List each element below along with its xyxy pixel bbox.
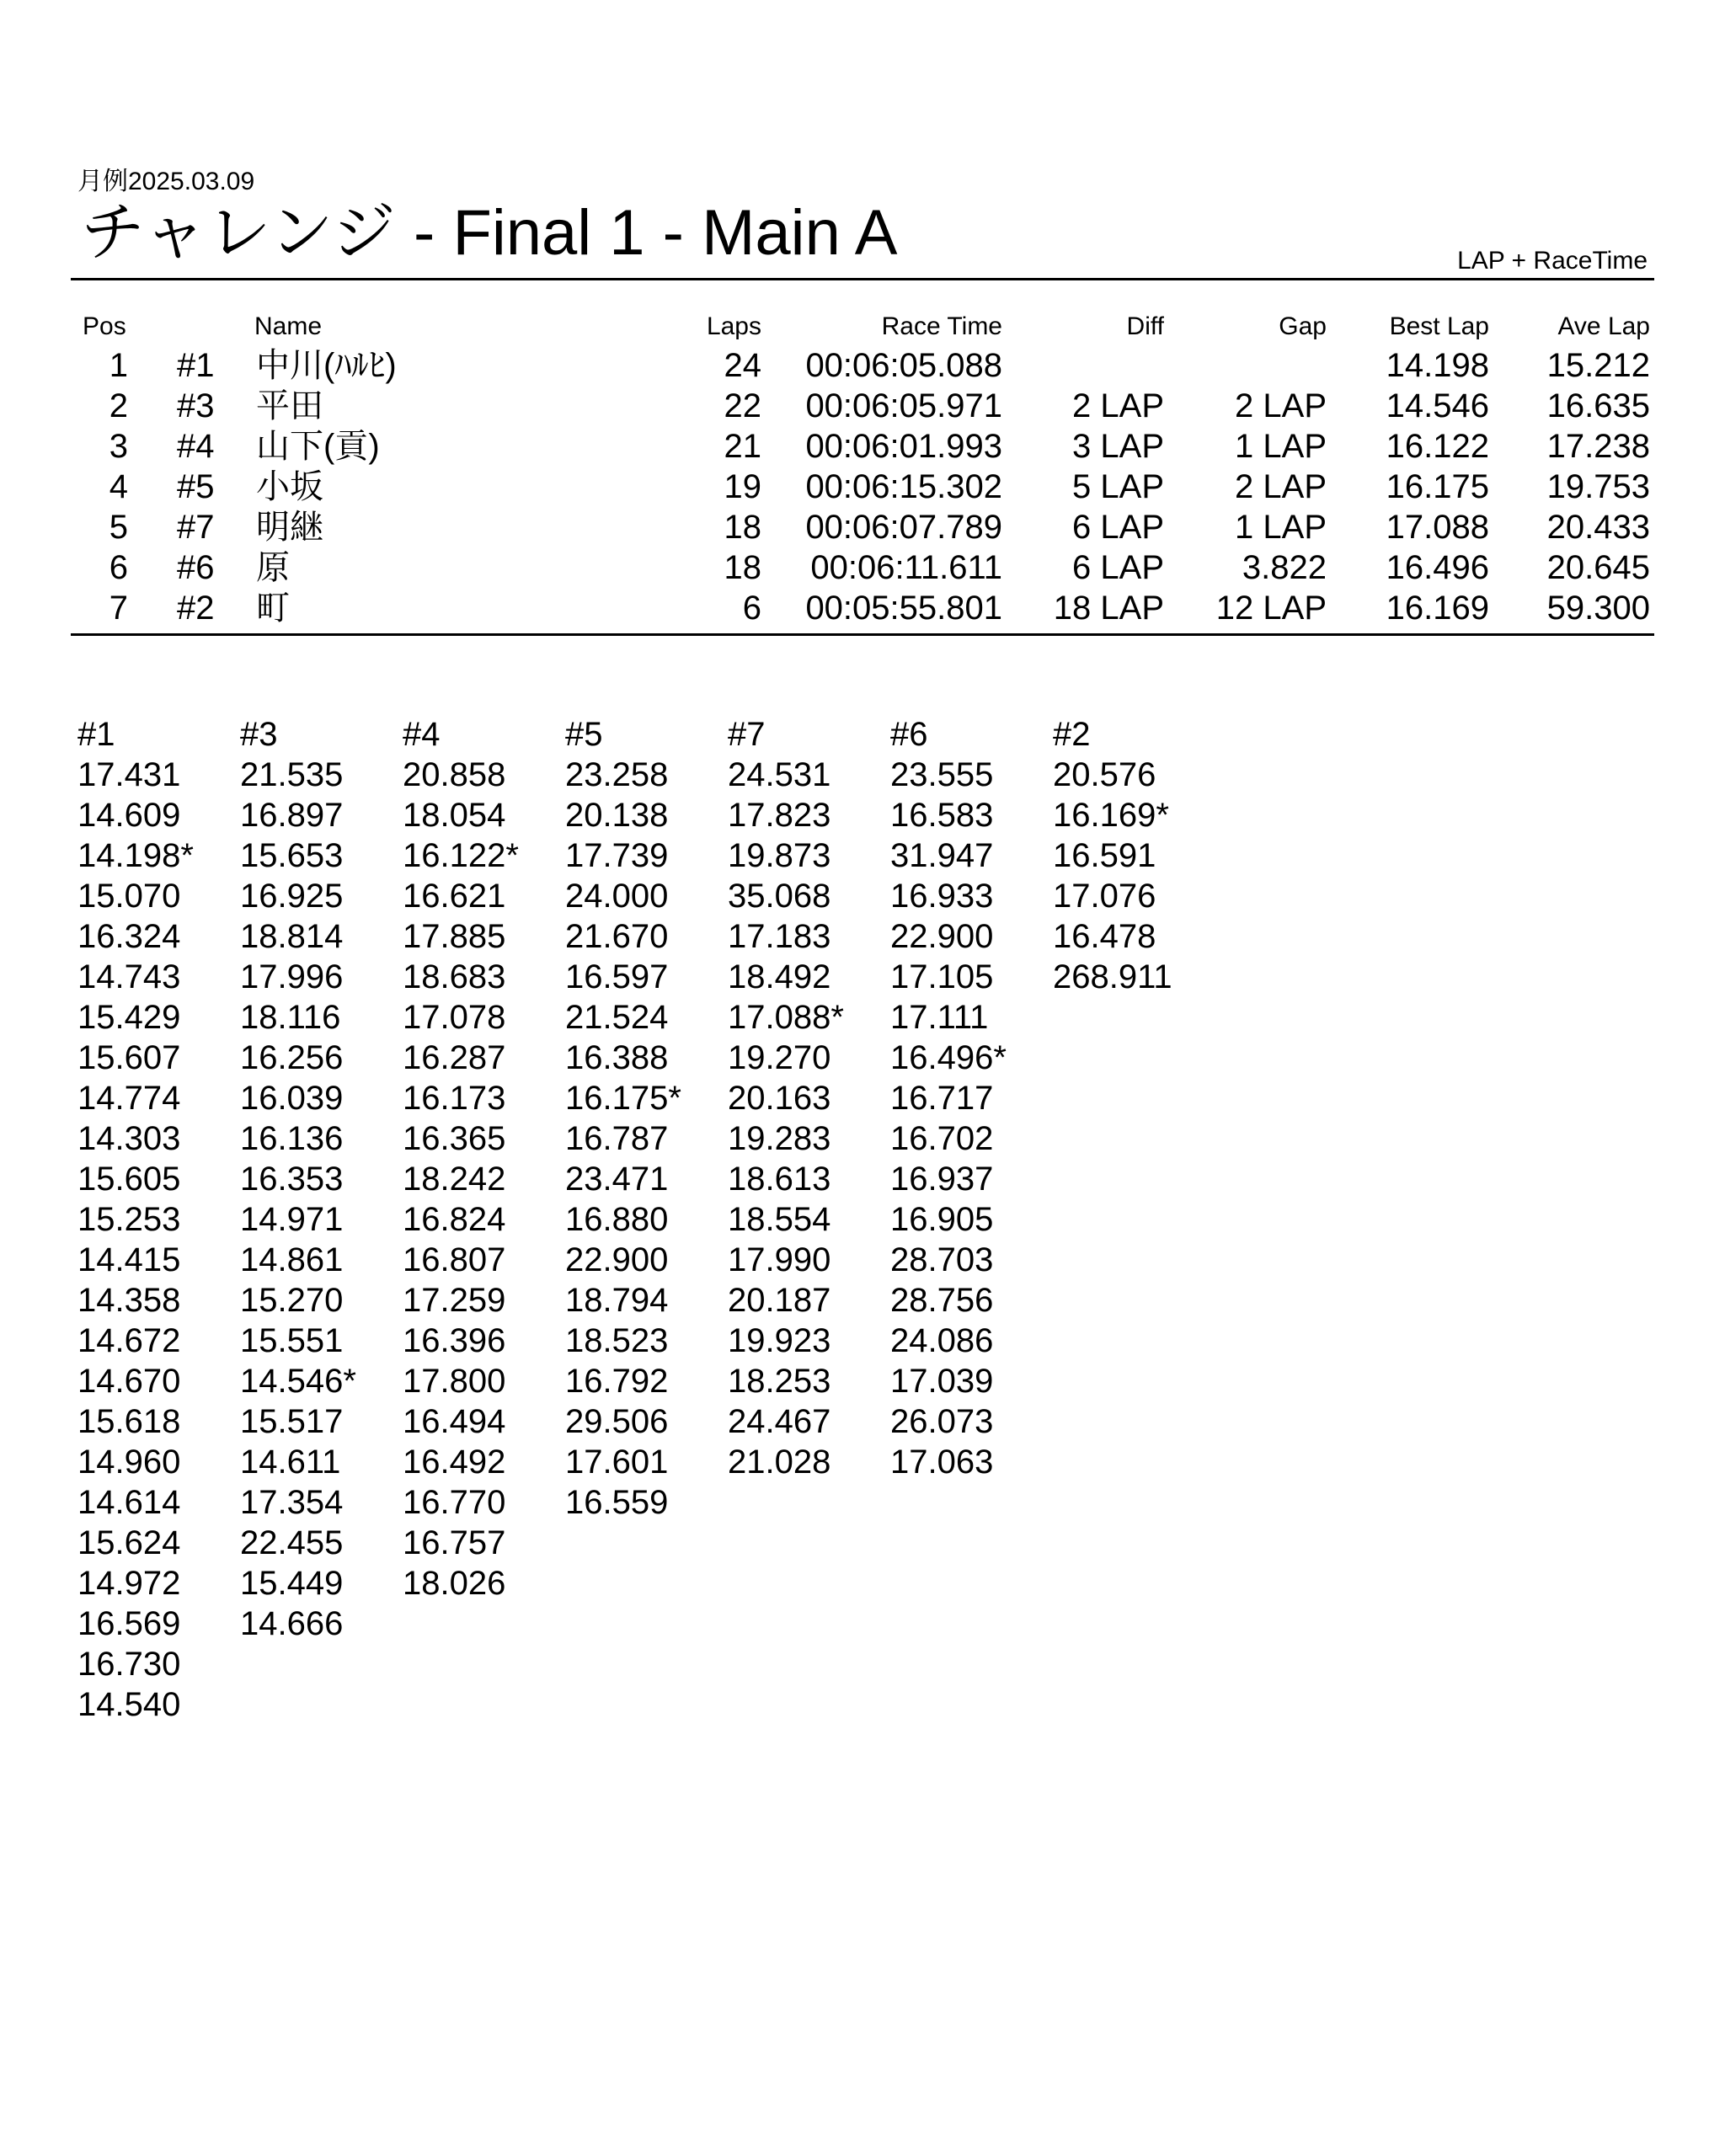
lap-time: 21.535 (240, 756, 344, 793)
result-driver-name: 町 (256, 590, 290, 627)
lap-time: 16.933 (890, 878, 994, 915)
result-car-number: #2 (177, 590, 215, 627)
lap-time: 14.972 (77, 1565, 181, 1602)
results-divider (71, 633, 1654, 636)
result-driver-name: 原 (256, 549, 290, 586)
lap-time: 14.609 (77, 797, 181, 834)
lap-time: 15.270 (240, 1282, 344, 1319)
result-pos: 6 (109, 549, 128, 586)
lap-time: 15.517 (240, 1403, 344, 1440)
lap-time: 16.621 (403, 878, 506, 915)
lap-time: 14.774 (77, 1080, 181, 1117)
result-diff: 18 LAP (1053, 590, 1164, 627)
result-best-lap: 16.496 (1386, 549, 1489, 586)
lap-time: 17.078 (403, 999, 506, 1036)
result-driver-name: 平田 (256, 387, 323, 424)
result-laps: 24 (724, 347, 761, 384)
lap-time: 24.000 (565, 878, 669, 915)
lap-time: 16.122* (403, 837, 519, 874)
lap-time: 14.540 (77, 1686, 181, 1723)
lap-time: 15.624 (77, 1524, 181, 1561)
result-race-time: 00:06:07.789 (805, 509, 1002, 546)
result-pos: 2 (109, 387, 128, 424)
lap-time: 17.111 (890, 999, 989, 1036)
lap-time: 24.086 (890, 1322, 994, 1359)
lap-time: 19.283 (728, 1120, 831, 1157)
lap-time: 22.900 (890, 918, 994, 955)
result-pos: 7 (109, 590, 128, 627)
lap-column-car-number: #2 (1053, 716, 1091, 753)
lap-time: 26.073 (890, 1403, 994, 1440)
lap-time: 19.923 (728, 1322, 831, 1359)
header-divider (71, 278, 1654, 280)
race-title: チャレンジ - Final 1 - Main A (81, 197, 898, 269)
lap-time: 18.683 (403, 958, 506, 995)
lap-column-car-number: #5 (565, 716, 603, 753)
result-best-lap: 14.198 (1386, 347, 1489, 384)
lap-time: 16.905 (890, 1201, 994, 1238)
lap-column (890, 714, 1050, 1482)
lap-time: 16.702 (890, 1120, 994, 1157)
lap-time: 16.569 (77, 1605, 181, 1642)
result-pos: 3 (109, 428, 128, 465)
lap-time: 16.039 (240, 1080, 344, 1117)
lap-time: 16.880 (565, 1201, 669, 1238)
lap-time: 29.506 (565, 1403, 669, 1440)
lap-time: 18.116 (240, 999, 341, 1036)
result-gap: 1 LAP (1235, 428, 1327, 465)
result-pos: 1 (109, 347, 128, 384)
lap-time: 19.873 (728, 837, 831, 874)
lap-time: 16.591 (1053, 837, 1156, 874)
lap-time: 28.703 (890, 1241, 994, 1278)
lap-time: 14.666 (240, 1605, 344, 1642)
col-header-pos: Pos (83, 312, 126, 340)
result-best-lap: 16.122 (1386, 428, 1489, 465)
table-row (0, 547, 1725, 588)
lap-time: 17.996 (240, 958, 344, 995)
lap-time: 17.739 (565, 837, 669, 874)
lap-column (403, 714, 563, 1604)
lap-time: 16.717 (890, 1080, 994, 1117)
lap-time: 18.613 (728, 1161, 831, 1198)
lap-time: 14.670 (77, 1363, 181, 1400)
table-row (0, 345, 1725, 386)
table-row (0, 507, 1725, 547)
result-driver-name: 小坂 (256, 468, 323, 505)
lap-time: 16.173 (403, 1080, 506, 1117)
lap-column-car-number: #4 (403, 716, 441, 753)
result-best-lap: 17.088 (1386, 509, 1489, 546)
lap-time: 15.449 (240, 1565, 344, 1602)
lap-time: 16.787 (565, 1120, 669, 1157)
lap-time: 16.597 (565, 958, 669, 995)
lap-time: 15.429 (77, 999, 181, 1036)
lap-time: 14.614 (77, 1484, 181, 1521)
result-diff: 3 LAP (1072, 428, 1164, 465)
lap-time: 17.076 (1053, 878, 1156, 915)
lap-time: 24.467 (728, 1403, 831, 1440)
result-car-number: #1 (177, 347, 215, 384)
lap-time: 16.583 (890, 797, 994, 834)
col-header-race-time: Race Time (881, 312, 1002, 340)
result-laps: 21 (724, 428, 761, 465)
lap-time: 21.524 (565, 999, 669, 1036)
result-driver-name: 明継 (256, 509, 323, 546)
lap-time: 18.054 (403, 797, 506, 834)
lap-time: 14.303 (77, 1120, 181, 1157)
lap-time: 16.824 (403, 1201, 506, 1238)
mode-label: LAP + RaceTime (1457, 247, 1648, 275)
lap-time: 16.807 (403, 1241, 506, 1278)
lap-time: 17.800 (403, 1363, 506, 1400)
lap-time: 16.353 (240, 1161, 344, 1198)
result-race-time: 00:06:15.302 (805, 468, 1002, 505)
lap-time: 17.354 (240, 1484, 344, 1521)
lap-time: 22.455 (240, 1524, 344, 1561)
lap-time: 15.253 (77, 1201, 181, 1238)
lap-time: 18.026 (403, 1565, 506, 1602)
result-best-lap: 16.169 (1386, 590, 1489, 627)
lap-time: 17.183 (728, 918, 831, 955)
lap-time: 16.559 (565, 1484, 669, 1521)
lap-column-car-number: #3 (240, 716, 278, 753)
result-ave-lap: 15.212 (1546, 347, 1650, 384)
result-diff: 6 LAP (1072, 549, 1164, 586)
result-ave-lap: 59.300 (1546, 590, 1650, 627)
lap-time: 20.187 (728, 1282, 831, 1319)
lap-time: 17.431 (77, 756, 181, 793)
result-car-number: #4 (177, 428, 215, 465)
lap-time: 20.163 (728, 1080, 831, 1117)
result-car-number: #5 (177, 468, 215, 505)
lap-time: 17.823 (728, 797, 831, 834)
result-gap: 3.822 (1242, 549, 1327, 586)
lap-time: 14.960 (77, 1444, 181, 1481)
lap-time: 16.730 (77, 1646, 181, 1683)
col-header-name: Name (254, 312, 323, 340)
result-car-number: #6 (177, 549, 215, 586)
result-diff: 6 LAP (1072, 509, 1164, 546)
lap-time: 16.365 (403, 1120, 506, 1157)
result-diff: 2 LAP (1072, 387, 1164, 424)
col-header-best-lap: Best Lap (1389, 312, 1489, 340)
col-header-laps: Laps (706, 312, 761, 340)
lap-time: 16.287 (403, 1039, 506, 1076)
lap-time: 16.925 (240, 878, 344, 915)
result-ave-lap: 17.238 (1546, 428, 1650, 465)
lap-time: 15.607 (77, 1039, 181, 1076)
result-driver-name: 中川(ﾊﾙﾋ) (256, 347, 397, 384)
table-row (0, 588, 1725, 628)
lap-column (565, 714, 725, 1523)
result-gap: 1 LAP (1235, 509, 1327, 546)
lap-time: 14.611 (240, 1444, 341, 1481)
lap-column (1053, 714, 1213, 997)
lap-time: 17.601 (565, 1444, 669, 1481)
lap-time: 16.478 (1053, 918, 1156, 955)
lap-time: 17.105 (890, 958, 994, 995)
result-race-time: 00:06:05.088 (805, 347, 1002, 384)
result-race-time: 00:06:11.611 (810, 549, 1002, 586)
lap-time: 16.897 (240, 797, 344, 834)
lap-column-car-number: #1 (77, 716, 115, 753)
result-ave-lap: 19.753 (1546, 468, 1650, 505)
result-laps: 19 (724, 468, 761, 505)
result-gap: 2 LAP (1235, 387, 1327, 424)
result-best-lap: 14.546 (1386, 387, 1489, 424)
result-ave-lap: 20.433 (1546, 509, 1650, 546)
lap-time: 15.653 (240, 837, 344, 874)
col-header-diff: Diff (1126, 312, 1164, 340)
lap-time: 20.138 (565, 797, 669, 834)
result-race-time: 00:06:01.993 (805, 428, 1002, 465)
lap-time: 21.670 (565, 918, 669, 955)
lap-time: 18.492 (728, 958, 831, 995)
lap-time: 16.770 (403, 1484, 506, 1521)
result-pos: 4 (109, 468, 128, 505)
lap-time: 17.885 (403, 918, 506, 955)
event-date: 月例2025.03.09 (77, 168, 255, 195)
result-pos: 5 (109, 509, 128, 546)
col-header-ave-lap: Ave Lap (1557, 312, 1650, 340)
result-laps: 18 (724, 549, 761, 586)
result-diff: 5 LAP (1072, 468, 1164, 505)
lap-time: 18.253 (728, 1363, 831, 1400)
lap-time: 31.947 (890, 837, 994, 874)
lap-time: 14.358 (77, 1282, 181, 1319)
lap-time: 20.858 (403, 756, 506, 793)
lap-time: 21.028 (728, 1444, 831, 1481)
col-header-gap: Gap (1279, 312, 1327, 340)
lap-time: 16.388 (565, 1039, 669, 1076)
lap-time: 16.256 (240, 1039, 344, 1076)
lap-time: 18.242 (403, 1161, 506, 1198)
result-gap: 2 LAP (1235, 468, 1327, 505)
table-row (0, 426, 1725, 467)
lap-time: 19.270 (728, 1039, 831, 1076)
lap-column (77, 714, 238, 1725)
lap-time: 18.814 (240, 918, 344, 955)
result-ave-lap: 20.645 (1546, 549, 1650, 586)
lap-time: 14.672 (77, 1322, 181, 1359)
lap-time: 24.531 (728, 756, 831, 793)
result-gap: 12 LAP (1215, 590, 1327, 627)
result-laps: 22 (724, 387, 761, 424)
lap-column-car-number: #6 (890, 716, 928, 753)
lap-time: 14.861 (240, 1241, 344, 1278)
lap-time: 14.546* (240, 1363, 356, 1400)
lap-time: 17.259 (403, 1282, 506, 1319)
result-car-number: #3 (177, 387, 215, 424)
lap-time: 16.492 (403, 1444, 506, 1481)
lap-time: 18.554 (728, 1201, 831, 1238)
lap-time: 16.396 (403, 1322, 506, 1359)
lap-time: 17.088* (728, 999, 844, 1036)
result-laps: 18 (724, 509, 761, 546)
lap-column-car-number: #7 (728, 716, 766, 753)
lap-time: 18.523 (565, 1322, 669, 1359)
result-laps: 6 (742, 590, 761, 627)
lap-time: 268.911 (1053, 958, 1172, 995)
lap-time: 14.971 (240, 1201, 344, 1238)
lap-time: 16.324 (77, 918, 181, 955)
result-race-time: 00:06:05.971 (805, 387, 1002, 424)
lap-time: 17.990 (728, 1241, 831, 1278)
lap-time: 15.070 (77, 878, 181, 915)
lap-time: 28.756 (890, 1282, 994, 1319)
table-row (0, 467, 1725, 507)
lap-time: 20.576 (1053, 756, 1156, 793)
lap-time: 16.937 (890, 1161, 994, 1198)
lap-time: 14.743 (77, 958, 181, 995)
result-driver-name: 山下(貢) (256, 428, 380, 465)
lap-time: 16.494 (403, 1403, 506, 1440)
lap-time: 16.175* (565, 1080, 681, 1117)
result-best-lap: 16.175 (1386, 468, 1489, 505)
result-ave-lap: 16.635 (1546, 387, 1650, 424)
lap-time: 23.471 (565, 1161, 669, 1198)
lap-time: 14.198* (77, 837, 194, 874)
lap-time: 14.415 (77, 1241, 181, 1278)
lap-column (728, 714, 888, 1482)
lap-time: 16.496* (890, 1039, 1007, 1076)
lap-time: 16.757 (403, 1524, 506, 1561)
lap-time: 16.136 (240, 1120, 344, 1157)
result-race-time: 00:05:55.801 (805, 590, 1002, 627)
lap-time: 15.605 (77, 1161, 181, 1198)
lap-time: 17.063 (890, 1444, 994, 1481)
lap-time: 35.068 (728, 878, 831, 915)
lap-time: 18.794 (565, 1282, 669, 1319)
lap-time: 22.900 (565, 1241, 669, 1278)
result-car-number: #7 (177, 509, 215, 546)
table-row (0, 386, 1725, 426)
lap-time: 17.039 (890, 1363, 994, 1400)
lap-time: 16.169* (1053, 797, 1169, 834)
lap-time: 15.551 (240, 1322, 344, 1359)
lap-time: 23.555 (890, 756, 994, 793)
lap-column (240, 714, 400, 1644)
lap-time: 16.792 (565, 1363, 669, 1400)
lap-time: 15.618 (77, 1403, 181, 1440)
lap-time: 23.258 (565, 756, 669, 793)
